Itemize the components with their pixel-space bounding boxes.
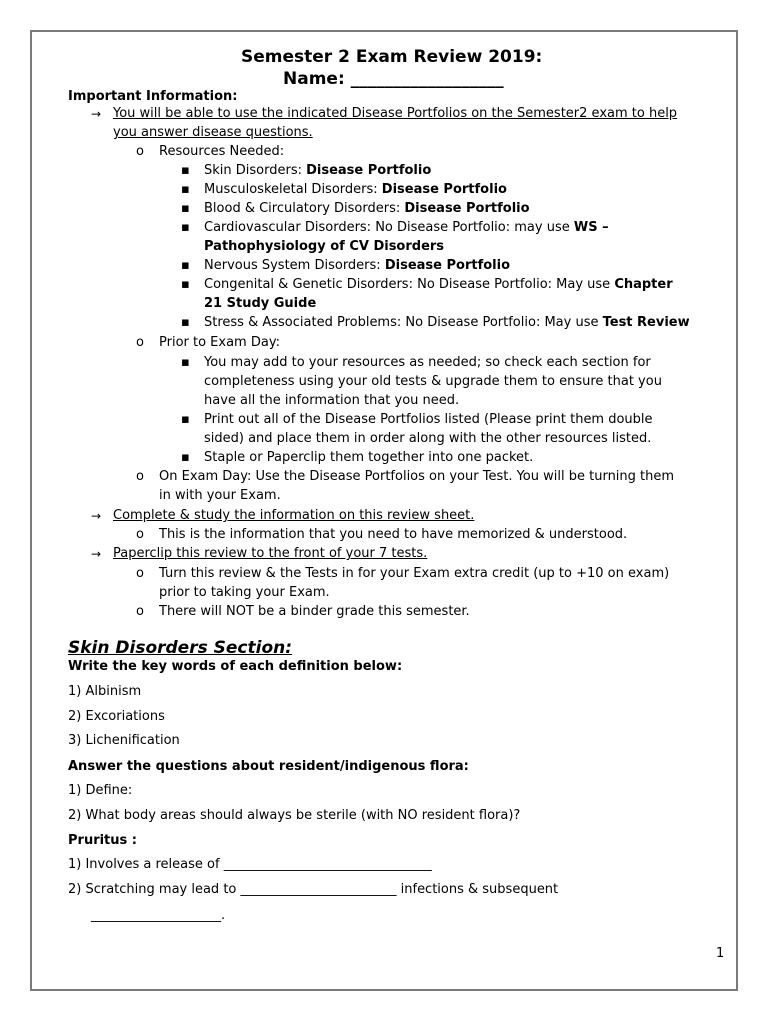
info-2-sub: This is the information that you need to have memorized & understood. <box>159 527 628 542</box>
definition-item: 2) Excoriations <box>68 709 165 724</box>
bullet-o-icon: o <box>136 469 144 484</box>
square-bullet-icon: ▪ <box>181 412 190 427</box>
resource-item: Musculoskeletal Disorders: Disease Portfolio <box>204 182 507 197</box>
arrow-icon: → <box>91 107 102 121</box>
resource-item: Congenital & Genetic Disorders: No Disease Portfolio: May use Chapter <box>204 277 673 292</box>
important-heading: Important Information: <box>68 89 238 104</box>
info-1-line-2: you answer disease questions. <box>113 125 313 140</box>
info-3-sub-line: prior to taking your Exam. <box>159 585 330 600</box>
pruritus-question: 2) Scratching may lead to ________________________ infections & subsequent <box>68 882 559 897</box>
pruritus-heading: Pruritus : <box>68 833 137 848</box>
arrow-icon: → <box>91 547 102 561</box>
definition-item: 3) Lichenification <box>68 733 180 748</box>
bullet-o-icon: o <box>136 604 144 619</box>
pruritus-question-continuation: ____________________. <box>91 908 226 923</box>
info-3-line: Paperclip this review to the front of your 7 tests. <box>113 546 428 561</box>
info-1-line-1: You will be able to use the indicated Disease Portfolios on the Semester2 exam to help <box>113 106 678 121</box>
prior-item-line: sided) and place them in order along with the other resources listed. <box>204 431 652 446</box>
square-bullet-icon: ▪ <box>181 315 190 330</box>
resource-item: Cardiovascular Disorders: No Disease Portfolio: may use WS – <box>204 220 609 235</box>
resource-item-continuation: Pathophysiology of CV Disorders <box>204 239 445 254</box>
resource-item: Skin Disorders: Disease Portfolio <box>204 163 432 178</box>
bullet-o-icon: o <box>136 335 144 350</box>
definitions-heading: Write the key words of each definition below: <box>68 659 403 674</box>
prior-item-line: You may add to your resources as needed; so check each section for <box>204 355 651 370</box>
document-title: Semester 2 Exam Review 2019: <box>241 47 543 67</box>
bullet-o-icon: o <box>136 144 144 159</box>
square-bullet-icon: ▪ <box>181 182 190 197</box>
section-title: Skin Disorders Section: <box>68 638 293 658</box>
exam-day-line: in with your Exam. <box>159 488 281 503</box>
resource-item-continuation: 21 Study Guide <box>204 296 317 311</box>
info-2-line: Complete & study the information on this review sheet. <box>113 508 475 523</box>
resources-label: Resources Needed: <box>159 144 285 159</box>
prior-item-line: have all the information that you need. <box>204 393 460 408</box>
definition-item: 1) Albinism <box>68 684 142 699</box>
pruritus-question: 1) Involves a release of ________________________________ <box>68 857 432 872</box>
arrow-icon: → <box>91 509 102 523</box>
square-bullet-icon: ▪ <box>181 163 190 178</box>
flora-question: 1) Define: <box>68 783 133 798</box>
square-bullet-icon: ▪ <box>181 220 190 235</box>
square-bullet-icon: ▪ <box>181 450 190 465</box>
resource-item: Nervous System Disorders: Disease Portfolio <box>204 258 510 273</box>
bullet-o-icon: o <box>136 566 144 581</box>
resource-item: Stress & Associated Problems: No Disease Portfolio: May use Test Review <box>204 315 690 330</box>
info-3-sub-line: There will NOT be a binder grade this semester. <box>159 604 470 619</box>
prior-item-line: Staple or Paperclip them together into one packet. <box>204 450 534 465</box>
bullet-o-icon: o <box>136 527 144 542</box>
prior-label: Prior to Exam Day: <box>159 335 280 350</box>
info-3-sub-line: Turn this review & the Tests in for your Exam extra credit (up to +10 on exam) <box>159 566 670 581</box>
resource-item: Blood & Circulatory Disorders: Disease Portfolio <box>204 201 530 216</box>
flora-heading: Answer the questions about resident/indigenous flora: <box>68 759 469 774</box>
name-line: Name: __________________ <box>283 69 504 89</box>
prior-item-line: Print out all of the Disease Portfolios listed (Please print them double <box>204 412 653 427</box>
square-bullet-icon: ▪ <box>181 258 190 273</box>
exam-day-line: On Exam Day: Use the Disease Portfolios on your Test. You will be turning them <box>159 469 675 484</box>
flora-question: 2) What body areas should always be sterile (with NO resident flora)? <box>68 808 521 823</box>
square-bullet-icon: ▪ <box>181 355 190 370</box>
square-bullet-icon: ▪ <box>181 277 190 292</box>
page-number: 1 <box>716 946 725 961</box>
prior-item-line: completeness using your old tests & upgrade them to ensure that you <box>204 374 662 389</box>
square-bullet-icon: ▪ <box>181 201 190 216</box>
